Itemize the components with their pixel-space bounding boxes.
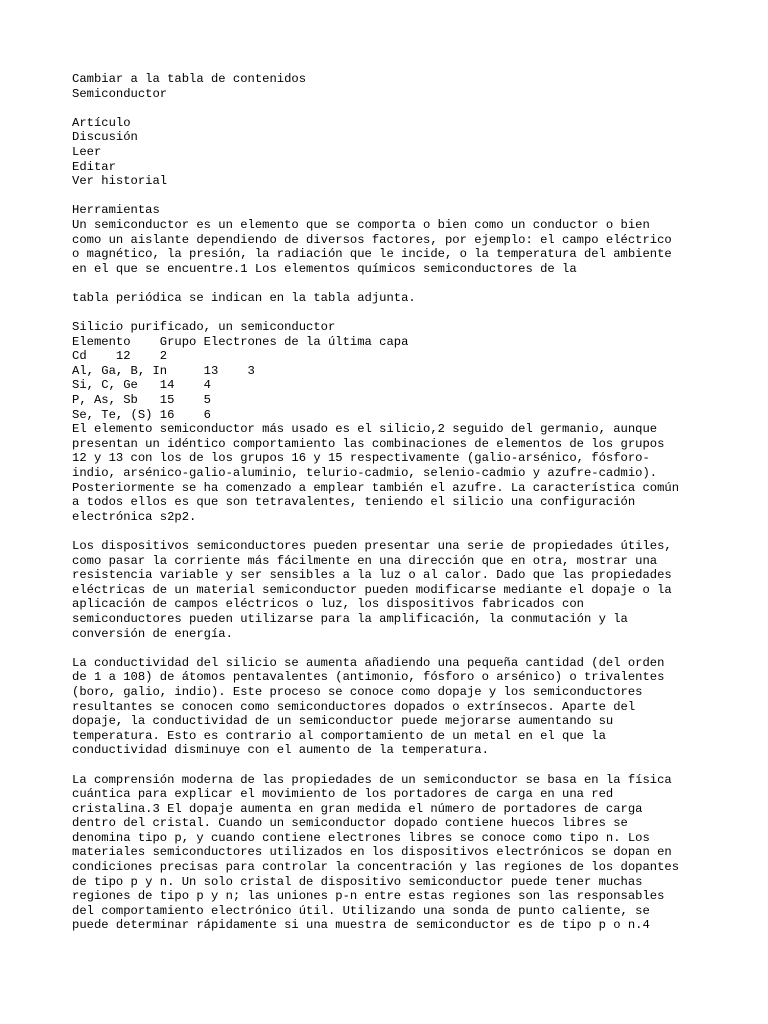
tab-articulo[interactable]: Artículo xyxy=(72,115,131,130)
spacer xyxy=(72,276,732,291)
text-line: conductividad disminuye con el aumento de la temperatura. xyxy=(72,743,489,758)
text-line: de 1 a 108) de átomos pentavalentes (antimonio, fósforo o arsénico) o trivalentes xyxy=(72,670,665,685)
text-line: o magnético, la presión, la radiación que le incide, o la temperatura del ambiente xyxy=(72,247,672,262)
text-line: denomina tipo p, y cuando contiene electrones libres se conoce como tipo n. Los xyxy=(72,830,650,845)
text-line: La comprensión moderna de las propiedades de un semiconductor se basa en la física xyxy=(72,772,672,787)
document-body xyxy=(72,72,732,933)
paragraph xyxy=(72,773,732,934)
text-line: Los dispositivos semiconductores pueden presentar una serie de propiedades útiles, xyxy=(72,539,672,553)
spacer xyxy=(72,306,732,321)
text-line: Posteriormente se ha comenzado a emplear también el azufre. La característica común xyxy=(72,480,680,495)
text-line: La conductividad del silicio se aumenta añadiendo una pequeña cantidad (del orden xyxy=(72,655,665,670)
paragraph xyxy=(72,539,732,641)
table-row: Se, Te, (S) 16 6 xyxy=(72,407,211,422)
tab-leer[interactable]: Leer xyxy=(72,144,102,159)
text-line: como pasar la corriente más fácilmente en una dirección que en otra, mostrar una xyxy=(72,553,658,568)
text-line: cuántica para explicar el movimiento de los portadores de carga en una red xyxy=(72,787,614,802)
table-row: Al, Ga, B, In 13 3 xyxy=(72,363,255,378)
text-line: condiciones precisas para controlar la concentración y las regiones de los dopantes xyxy=(72,860,680,875)
tools-menu[interactable]: Herramientas xyxy=(72,203,160,218)
paragraph xyxy=(72,422,732,524)
text-line: materiales semiconductores utilizados en los dispositivos electrónicos se dopan en xyxy=(72,845,672,860)
text-line: dentro del cristal. Cuando un semiconductor dopado contiene huecos libres se xyxy=(72,816,628,831)
text-line: tabla periódica se indican en la tabla adjunta. xyxy=(72,290,416,305)
table-header: Elemento Grupo Electrones de la última capa xyxy=(72,334,409,349)
text-line: de tipo p y n. Un solo cristal de dispositivo semiconductor puede tener muchas xyxy=(72,874,643,889)
page-title: Semiconductor xyxy=(72,86,168,101)
text-line: El elemento semiconductor más usado es el silicio,2 seguido del germanio, aunque xyxy=(72,422,658,437)
intro-paragraph xyxy=(72,218,732,276)
text-line: regiones de tipo p y n; las uniones p-n entre estas regiones son las responsables xyxy=(72,889,665,904)
spacer xyxy=(72,641,732,656)
text-line: conversión de energía. xyxy=(72,626,233,641)
table-row: Si, C, Ge 14 4 xyxy=(72,378,211,393)
text-line: puede determinar rápidamente si una muestra de semiconductor es de tipo p o n.4 xyxy=(72,918,650,933)
paragraph xyxy=(72,656,732,758)
table-row: P, As, Sb 15 5 xyxy=(72,393,211,408)
spacer xyxy=(72,758,732,773)
spacer xyxy=(72,524,732,539)
text-line: en el que se encuentre.1 Los elementos químicos semiconductores de la xyxy=(72,261,577,276)
text-line: Un semiconductor es un elemento que se comporta o bien como un conductor o bien xyxy=(72,217,650,232)
text-line: como un aislante dependiendo de diversos factores, por ejemplo: el campo eléctrico xyxy=(72,232,672,247)
text-line: (boro, galio, indio). Este proceso se conoce como dopaje y los semiconductores xyxy=(72,684,643,699)
text-line: 12 y 13 con los de los grupos 16 y 15 respectivamente (galio-arsénico, fósforo- xyxy=(72,451,650,466)
table-row: Cd 12 2 xyxy=(72,349,168,364)
text-line: temperatura. Esto es contrario al comportamiento de un metal en el que la xyxy=(72,728,606,743)
text-line: semiconductores pueden utilizarse para la amplificación, la conmutación y la xyxy=(72,611,628,626)
spacer xyxy=(72,189,732,204)
tab-editar[interactable]: Editar xyxy=(72,159,116,174)
image-caption: Silicio purificado, un semiconductor xyxy=(72,320,336,335)
text-line: eléctricas de un material semiconductor pueden modificarse mediante el dopaje o la xyxy=(72,582,672,597)
text-line: presentan un idéntico comportamiento las combinaciones de elementos de los grupos xyxy=(72,436,665,451)
text-line: dopaje, la conductividad de un semiconductor puede mejorarse aumentando su xyxy=(72,714,614,729)
text-line: a todos ellos es que son tetravalentes, teniendo el silicio una configuración xyxy=(72,495,636,510)
text-line: indio, arsénico-galio-aluminio, telurio-cadmio, selenio-cadmio y azufre-cadmio). xyxy=(72,466,658,481)
text-line: electrónica s2p2. xyxy=(72,509,197,524)
text-line: cristalina.3 El dopaje aumenta en gran medida el número de portadores de carga xyxy=(72,801,643,816)
tab-discusion[interactable]: Discusión xyxy=(72,130,138,145)
text-line: resistencia variable y ser sensibles a la luz o al calor. Dado que las propiedades xyxy=(72,568,672,583)
page-tabs xyxy=(72,116,732,189)
text-line: del comportamiento electrónico útil. Utilizando una sonda de punto caliente, se xyxy=(72,903,650,918)
text-line: aplicación de campos eléctricos o luz, los dispositivos fabricados con xyxy=(72,597,584,612)
elements-table xyxy=(72,335,732,423)
tab-ver-historial[interactable]: Ver historial xyxy=(72,174,168,189)
spacer xyxy=(72,101,732,116)
text-line: resultantes se conocen como semiconductores dopados o extrínsecos. Aparte del xyxy=(72,699,636,714)
toc-link[interactable]: Cambiar a la tabla de contenidos xyxy=(72,72,307,86)
